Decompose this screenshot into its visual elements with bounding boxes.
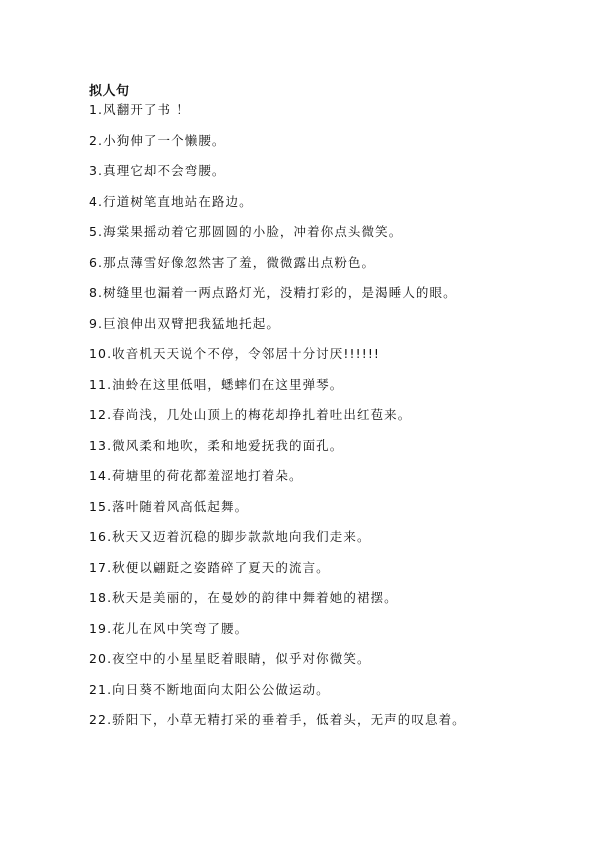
sentence-item: 1.风翻开了书 ！ bbox=[89, 102, 190, 117]
sentence-item: 9.巨浪伸出双臂把我猛地托起。 bbox=[89, 315, 280, 331]
sentence-item: 14.荷塘里的荷花都羞涩地打着朵。 bbox=[89, 468, 303, 483]
sentence-item: 21.向日葵不断地面向太阳公公做运动。 bbox=[89, 681, 330, 697]
sentence-item: 19.花儿在风中笑弯了腰。 bbox=[89, 620, 249, 636]
sentence-item: 17.秋便以翩跹之姿踏碎了夏天的流言。 bbox=[89, 559, 330, 575]
sentence-item: 10.收音机天天说个不停，令邻居十分讨厌!!!!!! bbox=[89, 346, 381, 361]
sentence-list bbox=[89, 100, 579, 741]
sentence-item: 15.落叶随着风高低起舞。 bbox=[89, 498, 249, 514]
page-title: 拟人句 bbox=[89, 84, 130, 99]
sentence-item: 12.春尚浅，几处山顶上的梅花却挣扎着吐出红苞来。 bbox=[89, 407, 412, 422]
sentence-item: 18.秋天是美丽的，在曼妙的韵律中舞着她的裙摆。 bbox=[89, 590, 398, 605]
sentence-item: 20.夜空中的小星星眨着眼睛，似乎对你微笑。 bbox=[89, 651, 371, 666]
sentence-item: 16.秋天又迈着沉稳的脚步款款地向我们走来。 bbox=[89, 529, 371, 544]
sentence-item: 8.树缝里也漏着一两点路灯光，没精打彩的，是渴睡人的眼。 bbox=[89, 285, 457, 300]
sentence-item: 11.油蛉在这里低唱，蟋蟀们在这里弹琴。 bbox=[89, 376, 344, 392]
sentence-item: 3.真理它却不会弯腰。 bbox=[89, 163, 226, 178]
sentence-item: 6.那点薄雪好像忽然害了羞，微微露出点粉色。 bbox=[89, 254, 376, 270]
sentence-item: 2.小狗伸了一个懒腰。 bbox=[89, 132, 226, 148]
sentence-item: 13.微风柔和地吹，柔和地爱抚我的面孔。 bbox=[89, 437, 344, 453]
sentence-item: 5.海棠果摇动着它那圆圆的小脸，冲着你点头微笑。 bbox=[89, 224, 403, 239]
sentence-item: 4.行道树笔直地站在路边。 bbox=[89, 193, 253, 209]
sentence-item: 22.骄阳下，小草无精打采的垂着手，低着头，无声的叹息着。 bbox=[89, 712, 466, 727]
